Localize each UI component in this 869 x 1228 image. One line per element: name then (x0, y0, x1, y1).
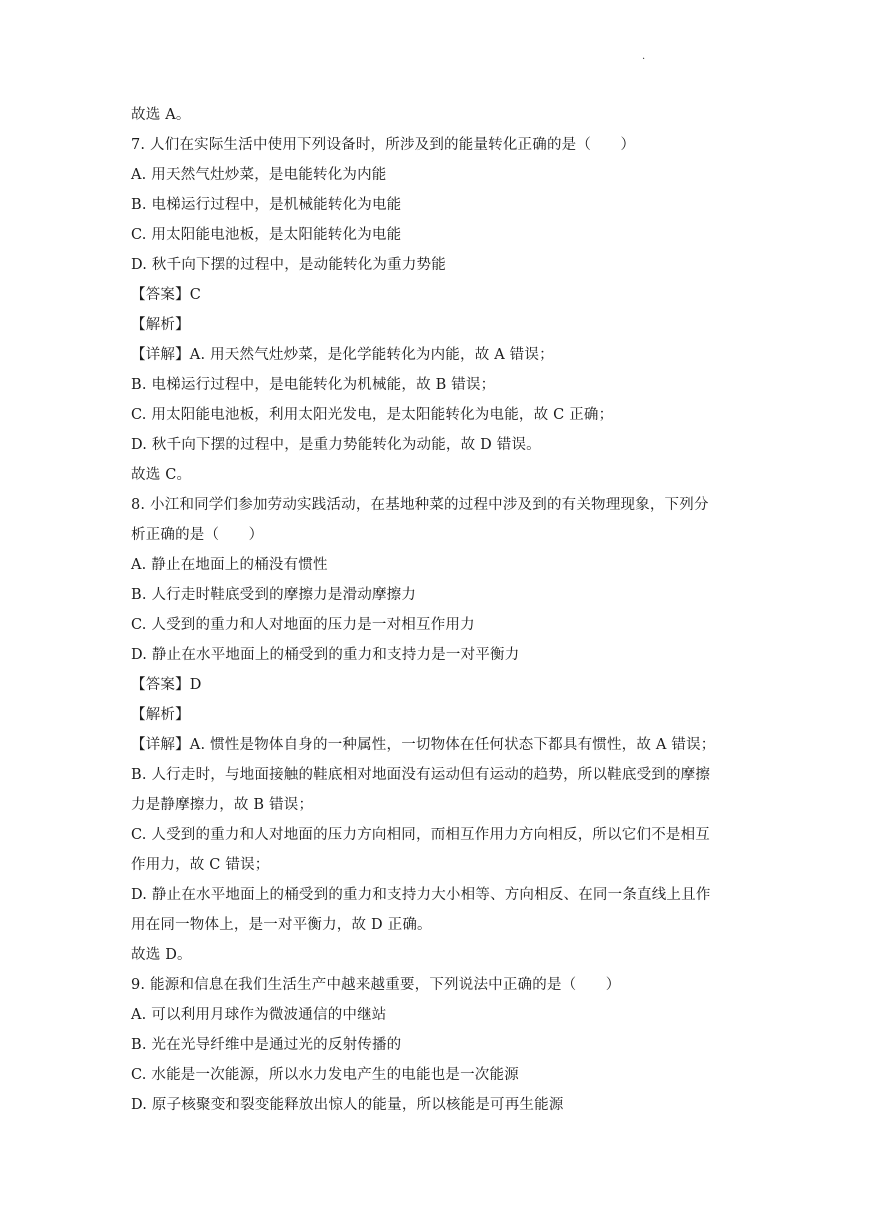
question-7-stem: 7. 人们在实际生活中使用下列设备时，所涉及到的能量转化正确的是（ ） (131, 137, 636, 153)
question-9-option-a: A. 可以利用月球作为微波通信的中继站 (131, 1007, 387, 1023)
question-9-stem: 9. 能源和信息在我们生活生产中越来越重要，下列说法中正确的是（ ） (131, 977, 621, 993)
question-8-detail-c-cont: 作用力，故 C 错误； (131, 857, 270, 873)
question-7-analysis-heading: 【解析】 (131, 317, 190, 333)
question-8-detail-b-cont: 力是静摩擦力，故 B 错误； (131, 797, 314, 813)
question-9-option-b: B. 光在光导纤维中是通过光的反射传播的 (131, 1037, 402, 1053)
question-8-detail-b: B. 人行走时，与地面接触的鞋底相对地面没有运动但有运动的趋势，所以鞋底受到的摩擦 (131, 767, 711, 783)
question-7-detail-c: C. 用太阳能电池板，利用太阳光发电，是太阳能转化为电能，故 C 正确； (131, 407, 614, 423)
question-7-option-a: A. 用天然气灶炒菜，是电能转化为内能 (131, 167, 387, 183)
question-8-conclusion: 故选 D。 (131, 947, 192, 963)
question-8-stem: 8. 小江和同学们参加劳动实践活动，在基地种菜的过程中涉及到的有关物理现象，下列分 (131, 497, 709, 513)
question-8-detail-d-cont: 用在同一物体上，是一对平衡力，故 D 正确。 (131, 917, 432, 933)
question-7-detail-d: D. 秋千向下摆的过程中，是重力势能转化为动能，故 D 错误。 (131, 437, 541, 453)
question-8-detail-a: 【详解】A. 惯性是物体自身的一种属性，一切物体在任何状态下都具有惯性，故 A 错误； (131, 737, 716, 753)
question-7-detail-b: B. 电梯运行过程中，是电能转化为机械能，故 B 错误； (131, 377, 496, 393)
question-9-option-c: C. 水能是一次能源，所以水力发电产生的电能也是一次能源 (131, 1067, 519, 1083)
question-7-option-d: D. 秋千向下摆的过程中，是动能转化为重力势能 (131, 257, 446, 273)
question-8-option-b: B. 人行走时鞋底受到的摩擦力是滑动摩擦力 (131, 587, 417, 603)
conclusion-line: 故选 A。 (131, 107, 191, 123)
question-8-detail-c: C. 人受到的重力和人对地面的压力方向相同，而相互作用力方向相反，所以它们不是相互 (131, 827, 710, 843)
question-8-option-a: A. 静止在地面上的桶没有惯性 (131, 557, 328, 573)
question-7-option-b: B. 电梯运行过程中，是机械能转化为电能 (131, 197, 402, 213)
question-8-detail-d: D. 静止在水平地面上的桶受到的重力和支持力大小相等、方向相反、在同一条直线上且作 (131, 887, 711, 903)
question-7-conclusion: 故选 C。 (131, 467, 192, 483)
question-8-option-d: D. 静止在水平地面上的桶受到的重力和支持力是一对平衡力 (131, 647, 520, 663)
question-8-answer: 【答案】D (131, 677, 202, 693)
question-9-option-d: D. 原子核聚变和裂变能释放出惊人的能量，所以核能是可再生能源 (131, 1097, 564, 1113)
question-7-detail-a: 【详解】A. 用天然气灶炒菜，是化学能转化为内能，故 A 错误； (131, 347, 554, 363)
question-8-analysis-heading: 【解析】 (131, 707, 190, 723)
question-7-answer: 【答案】C (131, 287, 202, 303)
question-8-option-c: C. 人受到的重力和人对地面的压力是一对相互作用力 (131, 617, 475, 633)
document-body (131, 100, 741, 1120)
question-8-stem-cont: 析正确的是（ ） (131, 527, 264, 543)
question-7-option-c: C. 用太阳能电池板，是太阳能转化为电能 (131, 227, 402, 243)
header-mark: . (642, 51, 646, 62)
